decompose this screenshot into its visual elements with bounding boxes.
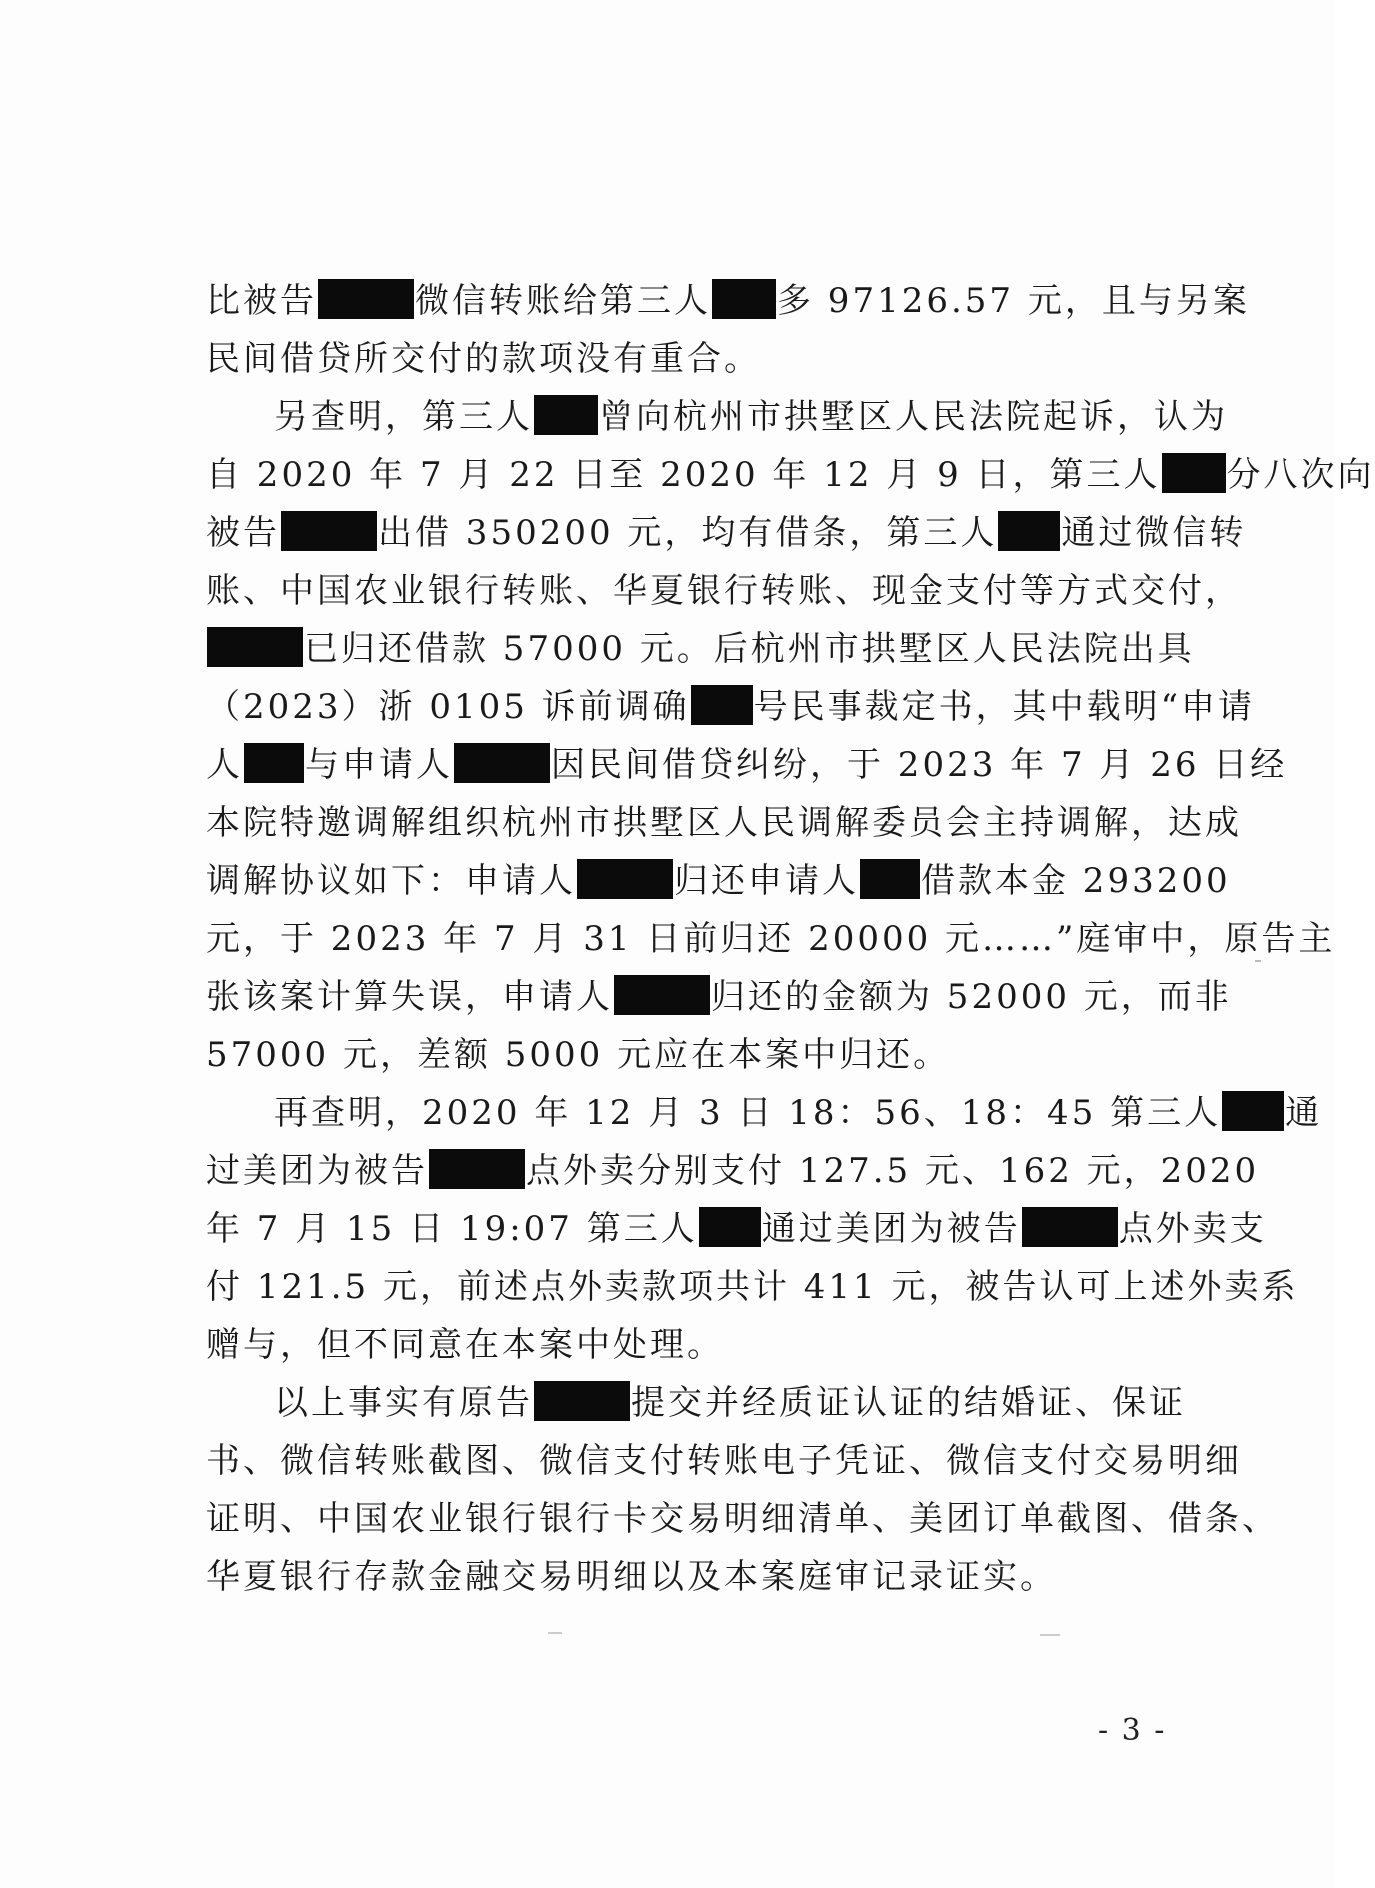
redaction-block <box>699 1207 761 1247</box>
paragraph-line <box>206 504 1247 562</box>
paragraph-line <box>206 736 1288 794</box>
text-segment: 付 121.5 元，前述点外卖款项共计 411 元，被告认可上述外卖系 <box>206 1267 1299 1307</box>
text-segment: 号民事裁定书，其中载明“申请 <box>753 687 1256 727</box>
paragraph-line <box>206 1374 1219 1432</box>
text-segment: 年 7 月 15 日 19:07 第三人 <box>206 1209 698 1249</box>
text-segment: 人 <box>206 745 243 785</box>
text-segment: 多 97126.57 元，且与另案 <box>777 281 1250 321</box>
redaction-block <box>1162 453 1226 493</box>
paragraph-line <box>206 678 1256 736</box>
redaction-block <box>614 975 710 1015</box>
text-segment: 分八次向 <box>1226 455 1375 495</box>
paragraph-line <box>206 1490 1279 1548</box>
text-segment: 出借 350200 元，均有借条，第三人 <box>378 513 998 553</box>
text-segment: 张该案计算失误，申请人 <box>206 977 613 1017</box>
scan-speck <box>548 1632 562 1634</box>
redaction-block <box>534 395 598 435</box>
scan-speck <box>1255 960 1261 962</box>
paragraph-line <box>206 968 1232 1026</box>
redaction-block <box>207 627 303 667</box>
text-segment: 再查明，2020 年 12 月 3 日 18：56、18：45 第三人 <box>274 1093 1222 1133</box>
text-segment: （2023）浙 0105 诉前调确 <box>206 687 690 727</box>
redaction-block <box>998 511 1060 551</box>
text-segment: 归还申请人 <box>674 861 859 901</box>
text-segment: 书、微信转账截图、微信支付转账电子凭证、微信支付交易明细 <box>206 1441 1242 1481</box>
text-segment: 自 2020 年 7 月 22 日至 2020 年 12 月 9 日，第三人 <box>206 455 1161 495</box>
paragraph-line <box>206 1432 1242 1490</box>
paragraph-line <box>206 1548 1151 1606</box>
paragraph-line <box>206 272 1250 330</box>
text-segment: 通过微信转 <box>1061 513 1247 553</box>
text-segment: 借款本金 293200 <box>921 861 1231 901</box>
paragraph-line <box>206 446 1375 504</box>
paragraph-line <box>206 330 1151 388</box>
redaction-block <box>534 1381 630 1421</box>
text-segment: 以上事实有原告 <box>274 1383 533 1423</box>
redaction-block <box>860 859 920 899</box>
paragraph-line <box>206 1200 1267 1258</box>
text-segment: 调解协议如下：申请人 <box>206 861 576 901</box>
text-segment: 账、中国农业银行转账、华夏银行转账、现金支付等方式交付， <box>206 571 1242 611</box>
text-segment: 曾向杭州市拱墅区人民法院起诉，认为 <box>599 397 1228 437</box>
paragraph-line <box>206 388 1228 446</box>
text-segment: 证明、中国农业银行银行卡交易明细清单、美团订单截图、借条、 <box>206 1499 1279 1539</box>
text-segment: 华夏银行存款金融交易明细以及本案庭审记录证实。 <box>206 1557 1057 1597</box>
text-segment: 因民间借贷纠纷，于 2023 年 7 月 26 日经 <box>551 745 1288 785</box>
text-segment: 点外卖支 <box>1118 1209 1267 1249</box>
paragraph-line <box>206 562 1242 620</box>
redaction-block <box>1222 1091 1284 1131</box>
text-segment: 与申请人 <box>305 745 453 785</box>
redaction-block <box>577 859 673 899</box>
paragraph-line <box>206 1316 1151 1374</box>
paragraph-line <box>206 1026 1151 1084</box>
redaction-block <box>281 511 377 551</box>
redaction-block <box>318 279 414 319</box>
text-segment: 已归还借款 57000 元。后杭州市拱墅区人民法院出具 <box>304 629 1195 669</box>
redaction-block <box>429 1149 525 1189</box>
text-segment: 通 <box>1285 1093 1323 1133</box>
page-number: - 3 - <box>1098 1713 1167 1748</box>
text-segment: 元，于 2023 年 7 月 31 日前归还 20000 元……”庭审中，原告主 <box>206 919 1336 959</box>
paragraph-line <box>206 620 1195 678</box>
text-segment: 被告 <box>206 513 280 553</box>
paragraph-line <box>206 794 1242 852</box>
text-segment: 归还的金额为 52000 元，而非 <box>711 977 1232 1017</box>
text-segment: 点外卖分别支付 127.5 元、162 元，2020 <box>526 1151 1260 1191</box>
text-segment: 提交并经质证认证的结婚证、保证 <box>631 1383 1186 1423</box>
text-segment: 赠与，但不同意在本案中处理。 <box>206 1325 724 1365</box>
redaction-block <box>244 743 304 783</box>
scan-speck <box>1040 1634 1060 1636</box>
text-segment: 通过美团为被告 <box>761 1209 1021 1249</box>
redaction-block <box>454 743 550 783</box>
redaction-block <box>1022 1207 1118 1247</box>
paragraph-line <box>206 852 1231 910</box>
paragraph-line <box>206 910 1336 968</box>
paragraph-line <box>206 1258 1299 1316</box>
text-segment: 过美团为被告 <box>206 1151 428 1191</box>
text-segment: 微信转账给第三人 <box>415 281 711 321</box>
redaction-block <box>712 279 776 319</box>
text-segment: 57000 元，差额 5000 元应在本案中归还。 <box>206 1035 951 1075</box>
redaction-block <box>691 685 753 725</box>
text-segment: 民间借贷所交付的款项没有重合。 <box>206 339 761 379</box>
text-segment: 本院特邀调解组织杭州市拱墅区人民调解委员会主持调解，达成 <box>206 803 1242 843</box>
paragraph-line <box>206 1142 1260 1200</box>
paragraph-line <box>206 1084 1323 1142</box>
text-segment: 比被告 <box>206 281 317 321</box>
text-segment: 另查明，第三人 <box>274 397 533 437</box>
